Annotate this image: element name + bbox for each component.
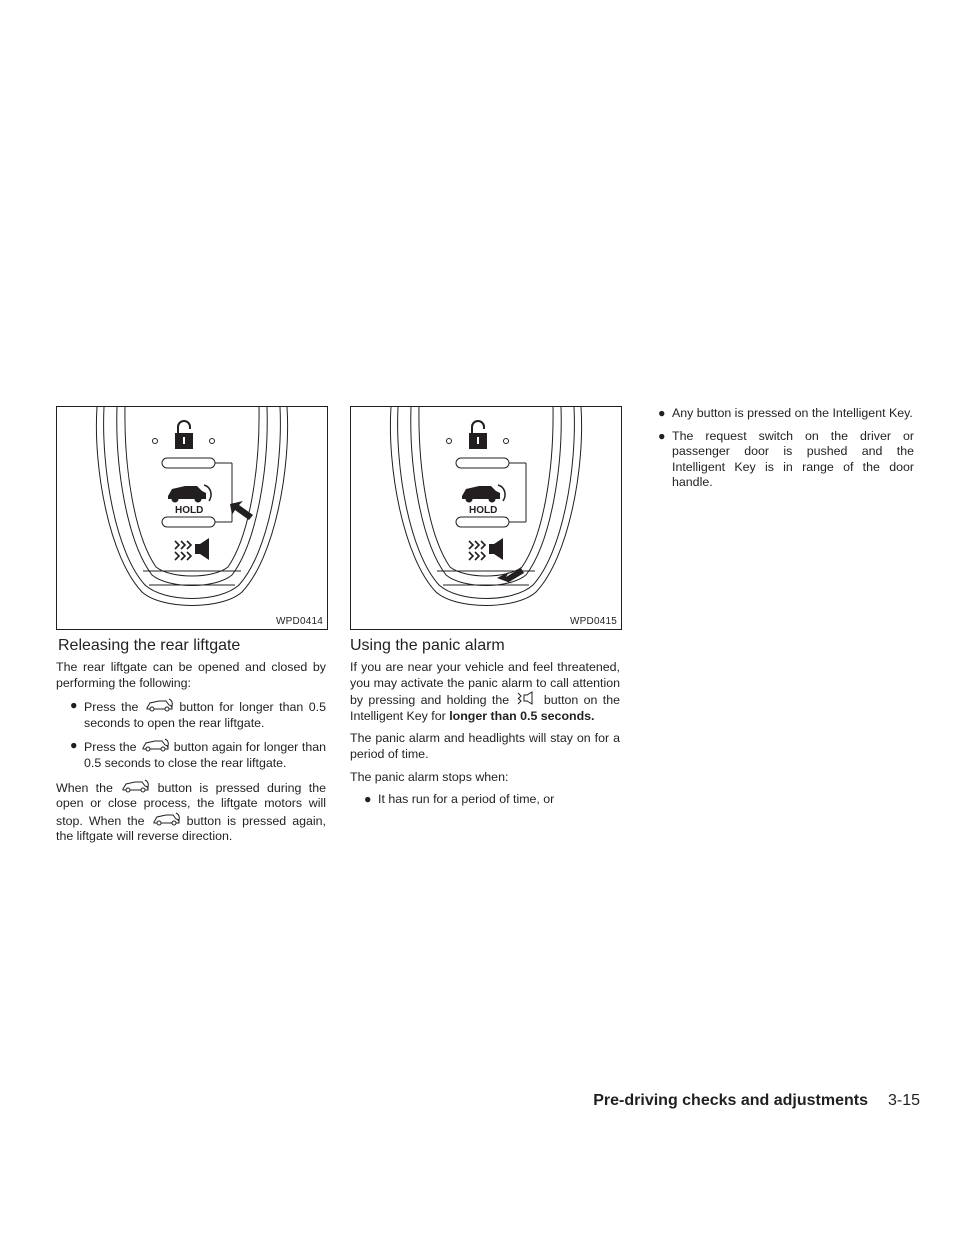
list-item: ● Press the button for longer than 0.5 seconds to open the rear liftgate. [70, 698, 326, 730]
list-item: ● Any button is pressed on the Intelligent Key. [658, 406, 913, 420]
column-panic-alarm-continued [644, 406, 914, 498]
intro-text: The rear liftgate can be opened and closed by performing the following: [56, 660, 326, 690]
liftgate-icon [462, 485, 505, 503]
column-panic-alarm [350, 660, 620, 815]
lock-icon [175, 421, 193, 449]
figure-code: WPD0415 [570, 616, 617, 627]
list-item: ● The request switch on the driver or passenger door is pushed and the Intelligent Key is in range of the door handle. [658, 428, 914, 490]
key-fob-illustration [351, 407, 621, 629]
panic-icon [175, 538, 209, 560]
liftgate-icon [168, 485, 211, 503]
bullet-glyph: ● [70, 738, 78, 753]
panic-icon [515, 691, 539, 705]
liftgate-icon [140, 738, 170, 752]
footer-section-title: Pre-driving checks and adjustments [593, 1092, 868, 1109]
hold-label: HOLD [175, 505, 204, 516]
body-text: The panic alarm stops when: [350, 769, 509, 784]
body-text: If you are near your vehicle and feel threatened, you may activate the panic alarm to call attention by pressing and holding the button on the Intelligent Key for longer than 0.5 seconds. [350, 660, 620, 723]
lock-icon [469, 421, 487, 449]
figure-code: WPD0414 [276, 616, 323, 627]
body-text: When the button is pressed during the open or close process, the liftgate motors will stop. When the button is pressed again, the liftgate will reverse direction. [56, 780, 326, 844]
arrow-icon [497, 568, 524, 584]
bullet-glyph: ● [658, 428, 666, 443]
liftgate-icon [144, 698, 174, 712]
list-item: ● It has run for a period of time, or [364, 792, 555, 807]
bullet-glyph: ● [70, 698, 78, 713]
body-text: The panic alarm and headlights will stay on for a period of time. [350, 731, 620, 761]
figure-panic-alarm [350, 406, 622, 630]
liftgate-icon [151, 812, 181, 826]
page-number: 3-15 [887, 1092, 920, 1109]
bullet-glyph: ● [364, 792, 372, 807]
column-releasing-liftgate [56, 660, 326, 852]
panic-icon [469, 538, 503, 560]
page-footer [0, 1092, 960, 1122]
hold-label: HOLD [469, 505, 498, 516]
section-heading-releasing-liftgate: Releasing the rear liftgate [58, 637, 241, 654]
liftgate-icon [120, 779, 150, 793]
key-fob-illustration [57, 407, 327, 629]
section-heading-panic-alarm: Using the panic alarm [350, 637, 505, 654]
bullet-glyph: ● [658, 406, 666, 420]
figure-releasing-liftgate [56, 406, 328, 630]
list-item: ● Press the button again for longer than 0.5 seconds to close the rear liftgate. [70, 738, 326, 770]
